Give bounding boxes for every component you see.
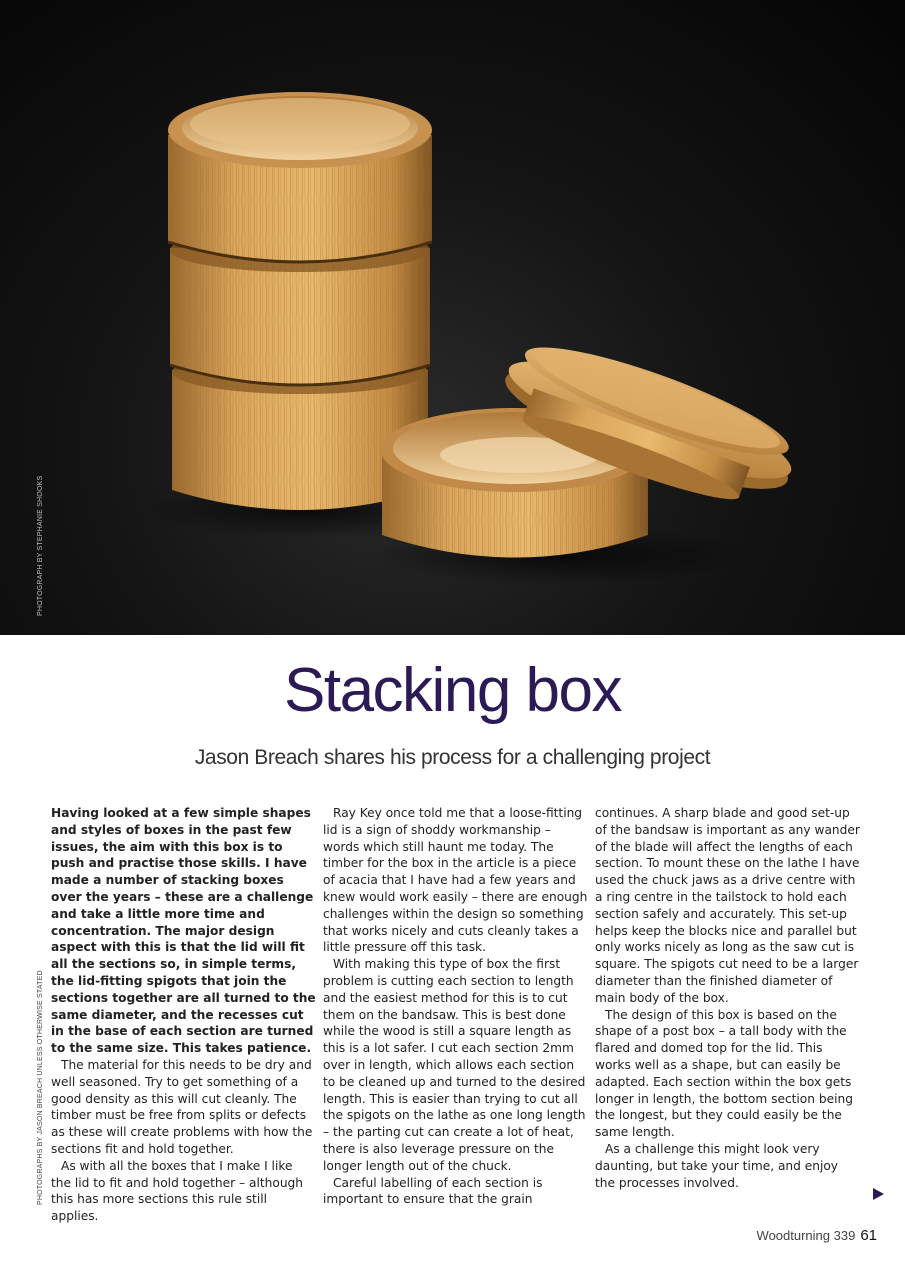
photo-credit: PHOTOGRAPH BY STEPHANIE SHOOKS — [37, 475, 44, 616]
text-column-3 — [595, 805, 860, 1191]
page-number: 61 — [860, 1227, 877, 1244]
stack-section-top — [168, 92, 432, 262]
paragraph: Ray Key once told me that a loose-fitting lid is a sign of shoddy workmanship – words which still haunt me today. The timber for the box in the article is a piece of acacia that I have had a few years and knew would work easily – there are enough challenges within the design so something that works nicely and cuts cleanly takes a little pressure off this task. — [323, 806, 588, 955]
paragraph: continues. A sharp blade and good set-up of the bandsaw is important as any wander of the blade will affect the lengths of each section. To mount these on the lathe I have used the chuck jaws as a drive centre with a ring centre in the tailstock to hold each section safely and accurately. This set-up helps keep the blocks nice and parallel but only works nicely as long as the saw cut is square. The spigots cut need to be a larger diameter than the finished diameter of main body of the box. — [595, 806, 860, 1005]
article-subtitle: Jason Breach shares his process for a challenging project — [194, 746, 711, 769]
lead-paragraph: Having looked at a few simple shapes and styles of boxes in the past few issues, the aim with this box is to push and practise those skills. I have made a number of stacking boxes over the years – these are a challenge and take a little more time and concentration. The major design aspect with this is that the lid will fit all the sections so, in simple terms, the lid-fitting spigots that join the sections together are all turned to the same diameter, and the recesses cut in the base of each section are turned to the same size. This takes patience. — [51, 806, 316, 1056]
stacking-box-illustration — [0, 0, 905, 635]
paragraph: As a challenge this might look very daunting, but take your time, and enjoy the processes involved. — [595, 1141, 839, 1190]
article-photo-credit: PHOTOGRAPHS BY JASON BREACH UNLESS OTHERWISE STATED — [37, 970, 44, 1205]
text-column-2 — [323, 805, 588, 1208]
paragraph: With making this type of box the first problem is cutting each section to length and the easiest method for this is to cut them on the bandsaw. This is best done while the wood is still a square length as this is a lot safer. I cut each section 2mm over in length, which allows each section to be cleaned up and turned to the desired length. This is easier than trying to cut all the spigots on the lathe as one long length – the parting cut can create a lot of heat, there is also leverage pressure on the longer length out of the chuck. — [323, 957, 586, 1173]
text-column-1 — [51, 805, 316, 1225]
magazine-issue: Woodturning 339 — [756, 1228, 856, 1243]
paragraph: Careful labelling of each section is important to ensure that the grain — [323, 1175, 543, 1207]
page-footer — [757, 1227, 877, 1244]
continue-arrow-icon — [873, 1188, 884, 1200]
hero-photo — [0, 0, 905, 635]
paragraph: As with all the boxes that I make I like the lid to fit and hold together – although this has more sections this rule still applies. — [51, 1158, 303, 1224]
paragraph: The material for this needs to be dry and well seasoned. Try to get something of a good density as this will cut cleanly. The timber must be free from splits or defects as these will create problems with how the sections fit and hold together. — [51, 1057, 313, 1156]
article-title: Stacking box — [284, 656, 621, 725]
paragraph: The design of this box is based on the shape of a post box – a tall body with the flared and domed top for the lid. This works well as a shape, but can easily be adapted. Each section within the box gets longer in length, the bottom section being the longest, but they could easily be the same length. — [595, 1007, 853, 1140]
